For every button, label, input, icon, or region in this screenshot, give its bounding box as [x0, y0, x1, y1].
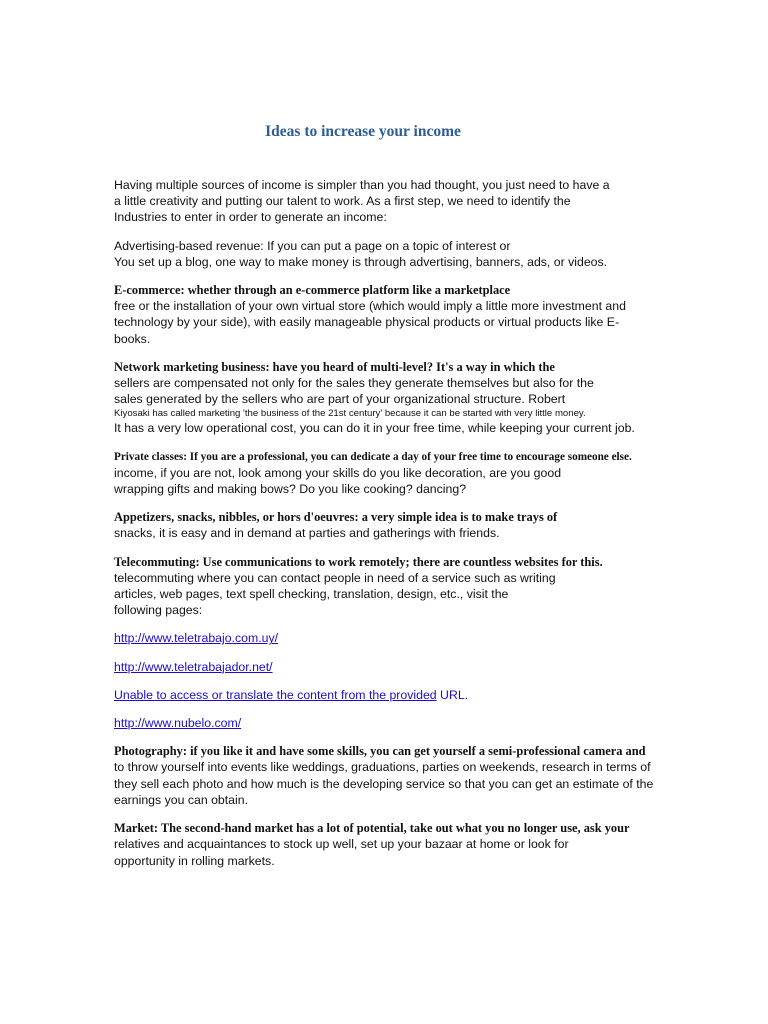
teletrabajador-link[interactable]: http://www.teletrabajador.net/ — [114, 659, 273, 674]
document-body — [114, 177, 654, 881]
text-line: books. — [114, 331, 151, 346]
link-paragraph — [114, 715, 644, 731]
network-paragraph — [114, 359, 644, 437]
text-line: technology by your side), with easily manageable physical products or virtual products like E- — [114, 315, 620, 330]
text-line: articles, web pages, text spell checking, translation, design, etc., visit the — [114, 587, 509, 602]
ecommerce-paragraph — [114, 282, 644, 347]
text-line: sales generated by the sellers who are part of your organizational structure. Robert — [114, 392, 566, 407]
link-paragraph — [114, 630, 644, 646]
unavailable-content-link[interactable]: Unable to access or translate the content from the provided — [114, 687, 437, 702]
private-classes-heading: Private classes: If you are a professional, you can dedicate a day of your free time to encourage someone else. — [114, 450, 632, 463]
appetizers-heading: Appetizers, snacks, nibbles, or hors d'oeuvres: a very simple idea is to make trays of — [114, 510, 558, 525]
text-line: a little creativity and putting our talent to work. As a first step, we need to identify the — [114, 194, 571, 209]
text-line: free or the installation of your own virtual store (which would imply a little more investment and — [114, 299, 626, 314]
text-line: telecommuting where you can contact people in need of a service such as writing — [114, 570, 556, 585]
market-paragraph — [114, 820, 644, 869]
intro-paragraph — [114, 177, 644, 226]
network-heading: Network marketing business: have you heard of multi-level? It's a way in which the — [114, 359, 555, 374]
document-title: Ideas to increase your income — [265, 123, 461, 140]
text-line: You set up a blog, one way to make money is through advertising, banners, ads, or videos. — [114, 254, 608, 269]
text-line: following pages: — [114, 603, 203, 618]
teletrabajo-link[interactable]: http://www.teletrabajo.com.uy/ — [114, 631, 279, 646]
market-heading: Market: The second-hand market has a lot of potential, take out what you no longer use, ask your — [114, 821, 630, 836]
text-line: Advertising-based revenue: If you can put a page on a topic of interest or — [114, 238, 511, 253]
text-line: Having multiple sources of income is simpler than you had thought, you just need to have a — [114, 178, 610, 192]
advertising-paragraph — [114, 238, 644, 270]
text-line: to throw yourself into events like weddings, graduations, parties on weekends, research in terms of — [114, 760, 651, 775]
text-line: earnings you can obtain. — [114, 792, 248, 807]
text-line: Industries to enter in order to generate an income: — [114, 210, 387, 225]
private-classes-paragraph — [114, 449, 644, 498]
photography-heading: Photography: if you like it and have some skills, you can get yourself a semi-professional camera and — [114, 744, 646, 759]
text-line: income, if you are not, look among your skills do you like decoration, are you good — [114, 465, 562, 480]
text-line: they sell each photo and how much is the developing service so that you can get an estimate of the — [114, 776, 654, 791]
link-suffix: URL. — [436, 687, 469, 702]
photography-paragraph — [114, 743, 654, 808]
link-paragraph — [114, 659, 644, 675]
link-paragraph — [114, 687, 644, 703]
text-line: relatives and acquaintances to stock up well, set up your bazaar at home or look for — [114, 837, 569, 852]
text-line: opportunity in rolling markets. — [114, 853, 275, 868]
small-text-line: Kiyosaki has called marketing 'the business of the 21st century' because it can be started with very little money. — [114, 408, 586, 420]
text-line: wrapping gifts and making bows? Do you like cooking? dancing? — [114, 482, 467, 497]
nubelo-link[interactable]: http://www.nubelo.com/ — [114, 716, 242, 731]
text-line: sellers are compensated not only for the sales they generate themselves but also for the — [114, 376, 594, 391]
text-line: snacks, it is easy and in demand at parties and gatherings with friends. — [114, 526, 500, 541]
appetizers-paragraph — [114, 509, 644, 541]
text-line: It has a very low operational cost, you can do it in your free time, while keeping your current job. — [114, 421, 635, 436]
telecommuting-paragraph — [114, 554, 644, 619]
telecommuting-heading: Telecommuting: Use communications to work remotely; there are countless websites for this. — [114, 554, 603, 569]
ecommerce-heading: E-commerce: whether through an e-commerce platform like a marketplace — [114, 283, 511, 298]
